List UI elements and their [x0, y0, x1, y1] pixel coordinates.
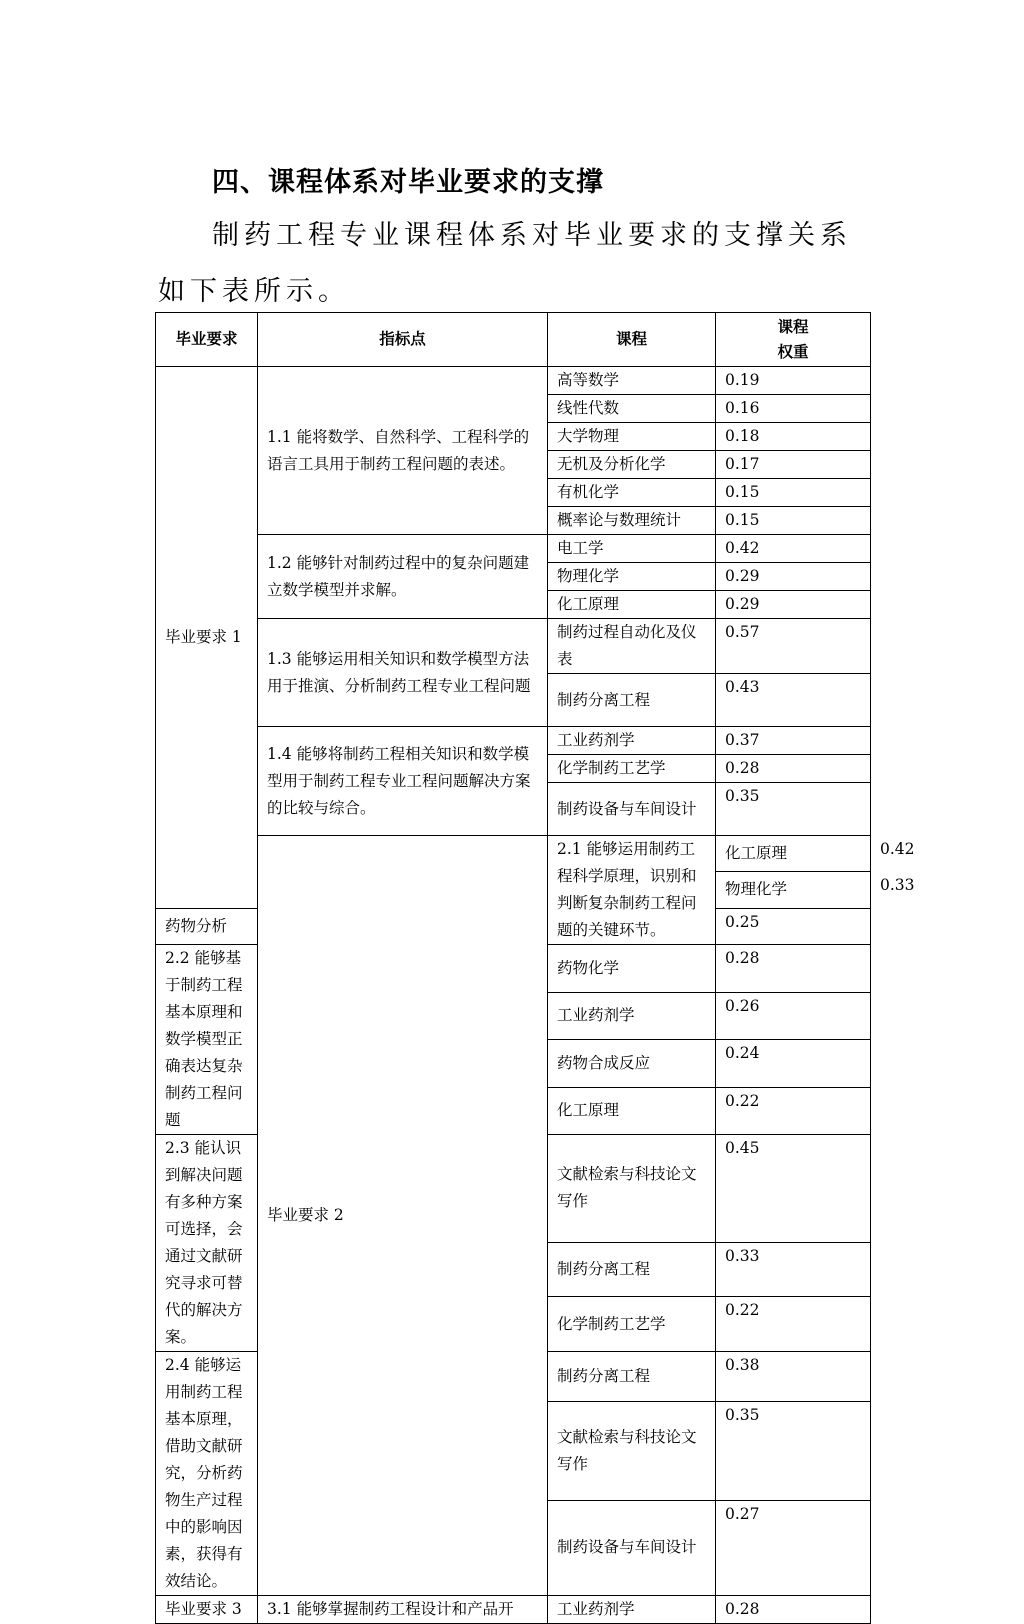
header-weight — [716, 313, 871, 367]
weight-cell: 0.29 — [716, 563, 871, 591]
weight-cell: 0.15 — [716, 479, 871, 507]
weight-cell: 0.26 — [716, 992, 871, 1040]
course-cell: 药物合成反应 — [548, 1040, 716, 1088]
weight-cell: 0.43 — [716, 674, 871, 727]
indicator-cell: 2.3 能认识到解决问题有多种方案可选择，会通过文献研究寻求可替代的解决方案。 — [156, 1135, 258, 1352]
intro-paragraph: 制药工程专业课程体系对毕业要求的支撑关系如下表所示。 — [158, 220, 852, 307]
indicator-cell: 1.4 能够将制药工程相关知识和数学模型用于制药工程专业工程问题解决方案的比较与综合。 — [258, 727, 548, 836]
requirement-cell: 毕业要求 1 — [156, 367, 258, 909]
course-cell: 制药分离工程 — [548, 674, 716, 727]
course-cell: 文献检索与科技论文写作 — [548, 1402, 716, 1501]
weight-cell: 0.28 — [716, 945, 871, 993]
table-row: 物理化学 0.33 — [156, 872, 871, 908]
table-header-row — [156, 313, 871, 367]
indicator-cell: 1.2 能够针对制药过程中的复杂问题建立数学模型并求解。 — [258, 535, 548, 619]
header-indicator: 指标点 — [258, 313, 548, 367]
support-table — [155, 312, 915, 1624]
course-cell: 物理化学 — [716, 872, 871, 908]
weight-cell: 0.17 — [716, 451, 871, 479]
course-cell: 高等数学 — [548, 367, 716, 395]
indicator-cell: 1.1 能将数学、自然科学、工程科学的语言工具用于制药工程问题的表述。 — [258, 367, 548, 535]
course-cell: 工业药剂学 — [548, 1596, 716, 1624]
course-cell: 电工学 — [548, 535, 716, 563]
weight-cell: 0.28 — [716, 755, 871, 783]
indicator-cell: 2.4 能够运用制药工程基本原理，借助文献研究，分析药物生产过程中的影响因素，获得有效结论。 — [156, 1352, 258, 1596]
table-row — [156, 619, 871, 674]
table-row — [156, 1596, 871, 1624]
weight-cell: 0.28 — [716, 1596, 871, 1624]
weight-cell: 0.22 — [716, 1297, 871, 1352]
weight-cell: 0.35 — [716, 1402, 871, 1501]
requirement-cell: 毕业要求 3 — [156, 1596, 258, 1624]
weight-cell: 0.15 — [716, 507, 871, 535]
table-row — [156, 535, 871, 563]
course-cell: 文献检索与科技论文写作 — [548, 1135, 716, 1243]
course-cell: 工业药剂学 — [548, 992, 716, 1040]
course-cell: 化工原理 — [548, 1087, 716, 1135]
weight-cell: 0.35 — [716, 783, 871, 836]
weight-cell: 0.18 — [716, 423, 871, 451]
indicator-cell: 2.1 能够运用制药工程科学原理，识别和判断复杂制药工程问题的关键环节。 — [548, 836, 716, 945]
table-row: 毕业要求 2 2.1 能够运用制药工程科学原理，识别和判断复杂制药工程问题的关键环节。 化工原理 0.42 — [156, 836, 871, 872]
weight-cell: 0.22 — [716, 1087, 871, 1135]
course-cell: 无机及分析化学 — [548, 451, 716, 479]
table-row — [156, 727, 871, 755]
indicator-cell: 1.3 能够运用相关知识和数学模型方法用于推演、分析制药工程专业工程问题 — [258, 619, 548, 727]
course-cell: 制药设备与车间设计 — [548, 783, 716, 836]
course-cell: 药物化学 — [548, 945, 716, 993]
course-cell: 药物分析 — [156, 908, 258, 944]
course-cell: 化学制药工艺学 — [548, 755, 716, 783]
course-cell: 大学物理 — [548, 423, 716, 451]
weight-cell: 0.25 — [716, 908, 871, 944]
indicator-cell: 3.1 能够掌握制药工程设计和产品开 — [258, 1596, 548, 1624]
course-cell: 制药分离工程 — [548, 1352, 716, 1402]
weight-cell: 0.37 — [716, 727, 871, 755]
course-cell: 制药过程自动化及仪表 — [548, 619, 716, 674]
header-weight-line2: 权重 — [777, 342, 809, 361]
weight-cell: 0.24 — [716, 1040, 871, 1088]
weight-cell: 0.19 — [716, 367, 871, 395]
course-cell: 化学制药工艺学 — [548, 1297, 716, 1352]
course-cell: 工业药剂学 — [548, 727, 716, 755]
weight-cell: 0.45 — [716, 1135, 871, 1243]
section-heading: 四、课程体系对毕业要求的支撑 — [212, 167, 604, 198]
header-course: 课程 — [548, 313, 716, 367]
indicator-cell: 2.2 能够基于制药工程基本原理和数学模型正确表达复杂制药工程问题 — [156, 945, 258, 1135]
course-cell: 制药设备与车间设计 — [548, 1500, 716, 1595]
course-cell: 物理化学 — [548, 563, 716, 591]
header-weight-line1: 课程 — [777, 317, 809, 336]
course-cell: 线性代数 — [548, 395, 716, 423]
weight-cell: 0.16 — [716, 395, 871, 423]
requirement-cell: 毕业要求 2 — [258, 836, 548, 1596]
header-requirement: 毕业要求 — [156, 313, 258, 367]
course-cell: 有机化学 — [548, 479, 716, 507]
weight-cell: 0.29 — [716, 591, 871, 619]
table-row — [156, 367, 871, 395]
weight-cell: 0.42 — [716, 535, 871, 563]
course-cell: 制药分离工程 — [548, 1242, 716, 1297]
weight-cell: 0.27 — [716, 1500, 871, 1595]
course-cell: 化工原理 — [548, 591, 716, 619]
course-cell: 化工原理 — [716, 836, 871, 872]
weight-cell: 0.38 — [716, 1352, 871, 1402]
course-cell: 概率论与数理统计 — [548, 507, 716, 535]
weight-cell: 0.33 — [716, 1242, 871, 1297]
weight-cell: 0.57 — [716, 619, 871, 674]
